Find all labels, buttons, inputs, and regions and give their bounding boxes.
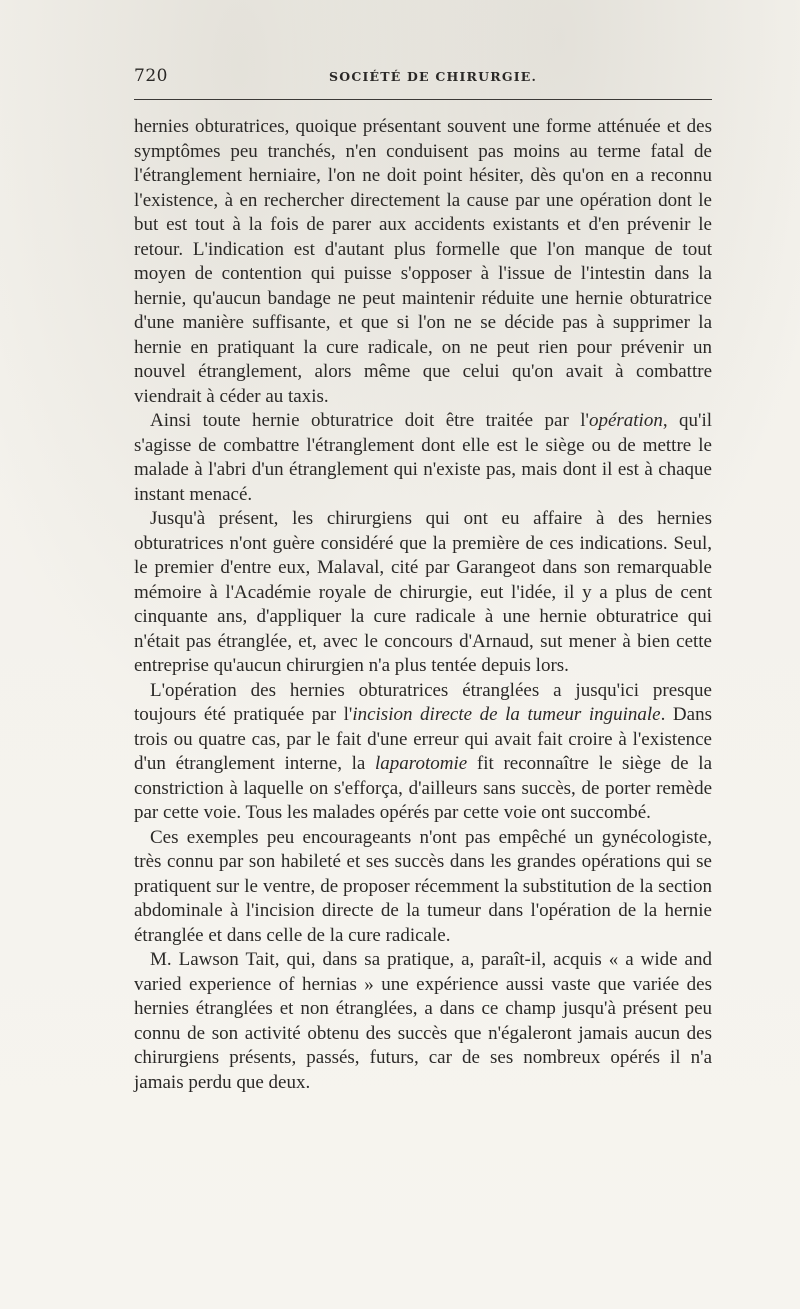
page-number: 720 bbox=[134, 66, 168, 86]
paragraph-text: , qu'il s'agisse de combattre l'étranglement dont elle est le siège ou de mettre le malade à l'abri d'un étranglement qui n'existe pas, mais dont il est à chaque instant menacé. bbox=[134, 410, 713, 505]
paragraph bbox=[134, 409, 712, 507]
paragraph-text: Ainsi toute hernie obturatrice doit être traitée par l' bbox=[150, 410, 589, 431]
paragraph-text: fit reconnaître le siège de la constriction à laquelle on s'efforça, d'ailleurs sans succès, de porter remède par cette voie. Tous les malades opérés par cette voie ont succombé. bbox=[134, 753, 713, 823]
paragraph bbox=[134, 507, 712, 679]
paragraph bbox=[134, 115, 712, 409]
paragraph bbox=[134, 826, 712, 949]
paragraph bbox=[134, 679, 712, 826]
body-text bbox=[134, 115, 712, 1095]
paragraph bbox=[134, 948, 712, 1095]
paragraph-text: Jusqu'à présent, les chirurgiens qui ont eu affaire à des hernies obturatrices n'ont guère considéré que la première de ces indications. Seul, le premier d'entre eux, Malaval, cité par Garangeot dans son remarquable mémoire à l'Académie royale de chirurgie, eut l'idée, il y a plus de cent cinquante ans, d'appliquer la cure radicale à une hernie obturatrice qui n'était pas étranglée, et, avec le concours d'Arnaud, sut mener à bien cette entreprise qu'aucun chirurgien n'a plus tentée depuis lors. bbox=[134, 508, 712, 676]
page-header bbox=[134, 66, 712, 90]
paragraph-text: . Dans trois ou quatre cas, par le fait d'une erreur qui avait fait croire à l'existence d'un étranglement interne, la bbox=[134, 704, 712, 774]
italic-term: incision directe de la tumeur inguinale bbox=[352, 704, 661, 725]
italic-term: opération bbox=[588, 410, 663, 431]
italic-term: laparotomie bbox=[375, 753, 468, 774]
paragraph-text: M. Lawson Tait, qui, dans sa pratique, a, paraît-il, acquis « a wide and varied experience of hernias » une expérience aussi vaste que variée des hernies étranglées et non étranglées, a dans ce champ jusqu'à présent peu connu de son activité obtenu des succès que n'égaleront jamais aucun des chirurgiens présents, passés, futurs, car de ses nombreux opérés il n'a jamais perdu que deux. bbox=[134, 949, 712, 1093]
paragraph-text: L'opération des hernies obturatrices étranglées a jusqu'ici presque toujours été pratiquée par l' bbox=[134, 679, 712, 725]
running-title: SOCIÉTÉ DE CHIRURGIE. bbox=[329, 69, 538, 84]
paragraph-text: hernies obturatrices, quoique présentant souvent une forme atténuée et des symptômes peu tranchés, n'en conduisent pas moins au terme fatal de l'étranglement herniaire, l'on ne doit point hésiter, dès qu'on en a reconnu l'existence, à en rechercher directement la cause par une opération dont le but est tout à la fois de parer aux accidents existants et d'en prévenir le retour. L'indication est d'autant plus formelle que l'on manque de tout moyen de contention qui puisse s'opposer à l'issue de l'intestin dans la hernie, qu'aucun bandage ne peut maintenir réduite une hernie obturatrice d'une manière suffisante, et que si l'on ne se décide pas à supprimer la hernie en pratiquant la cure radicale, on ne peut rien pour prévenir un nouvel étranglement, alors même que celui qu'on avait à combattre viendrait à céder au taxis. bbox=[134, 116, 712, 407]
paragraph-text: Ces exemples peu encourageants n'ont pas empêché un gynécologiste, très connu par son habileté et ses succès dans les grandes opérations qui se pratiquent sur le ventre, de proposer récemment la substitution de la section abdominale à l'incision directe de la tumeur dans l'opération de la hernie étranglée et dans celle de la cure radicale. bbox=[134, 826, 712, 946]
header-rule bbox=[134, 99, 712, 100]
